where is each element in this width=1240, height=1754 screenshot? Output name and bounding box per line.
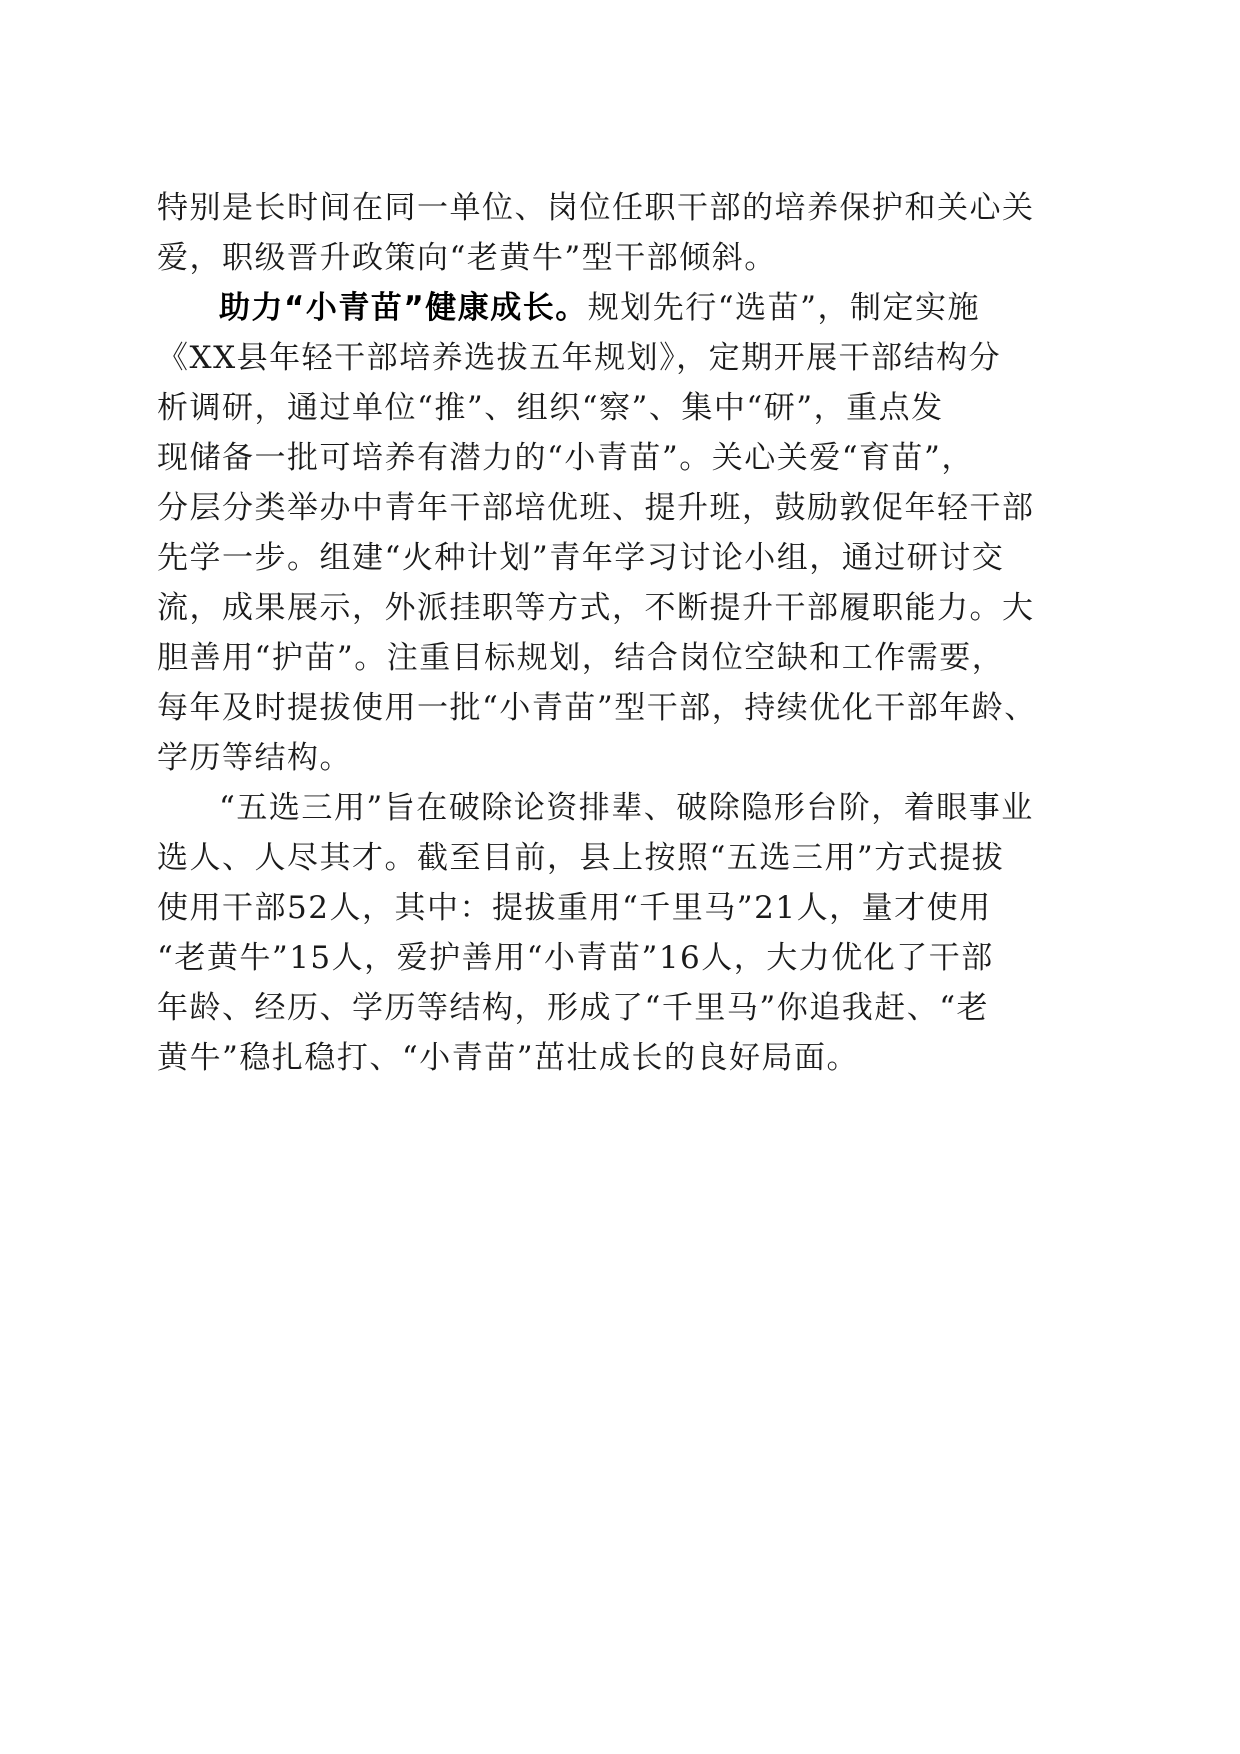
text-line: “五选三用”旨在破除论资排辈、破除隐形台阶，着眼事业 (219, 790, 1034, 826)
text-line: 每年及时提拔使用一批“小青苗”型干部，持续优化干部年龄、 (157, 690, 1037, 726)
text-line: 流，成果展示，外派挂职等方式，不断提升干部履职能力。大 (157, 590, 1035, 626)
paragraph-summary (157, 783, 1087, 1083)
paragraph-young-cadres (157, 283, 1087, 783)
text-line: 《XX县年轻干部培养选拔五年规划》，定期开展干部结构分 (157, 340, 1002, 376)
text-line: 使用干部52人，其中：提拔重用“千里马”21人，量才使用 (157, 890, 992, 926)
document-body (157, 183, 1087, 1083)
section-heading: 助力“小青苗”健康成长。 (219, 290, 588, 326)
text-line: 选人、人尽其才。截至目前，县上按照“五选三用”方式提拔 (157, 840, 1005, 876)
text-line: 黄牛”稳扎稳打、“小青苗”茁壮成长的良好局面。 (157, 1040, 860, 1076)
text-line: 析调研，通过单位“推”、组织“察”、集中“研”，重点发 (157, 390, 944, 426)
text-line: 现储备一批可培养有潜力的“小青苗”。关心关爱“育苗”， (157, 440, 974, 476)
text-line: “老黄牛”15人，爱护善用“小青苗”16人，大力优化了干部 (157, 940, 994, 976)
text-line: 胆善用“护苗”。注重目标规划，结合岗位空缺和工作需要， (157, 640, 1005, 676)
text-line: 学历等结构。 (157, 740, 352, 776)
text-line: 分层分类举办中青年干部培优班、提升班，鼓励敦促年轻干部 (157, 490, 1035, 526)
text-line: 爱，职级晋升政策向“老黄牛”型干部倾斜。 (157, 240, 777, 276)
text-line: 先学一步。组建“火种计划”青年学习讨论小组，通过研讨交 (157, 540, 1005, 576)
text-line: 年龄、经历、学历等结构，形成了“千里马”你追我赶、“老 (157, 990, 990, 1026)
text-line (157, 283, 1087, 333)
text-line: 特别是长时间在同一单位、岗位任职干部的培养保护和关心关 (157, 190, 1035, 226)
paragraph-cadre-care (157, 183, 1087, 283)
text-run: 规划先行“选苗”，制定实施 (587, 290, 980, 326)
